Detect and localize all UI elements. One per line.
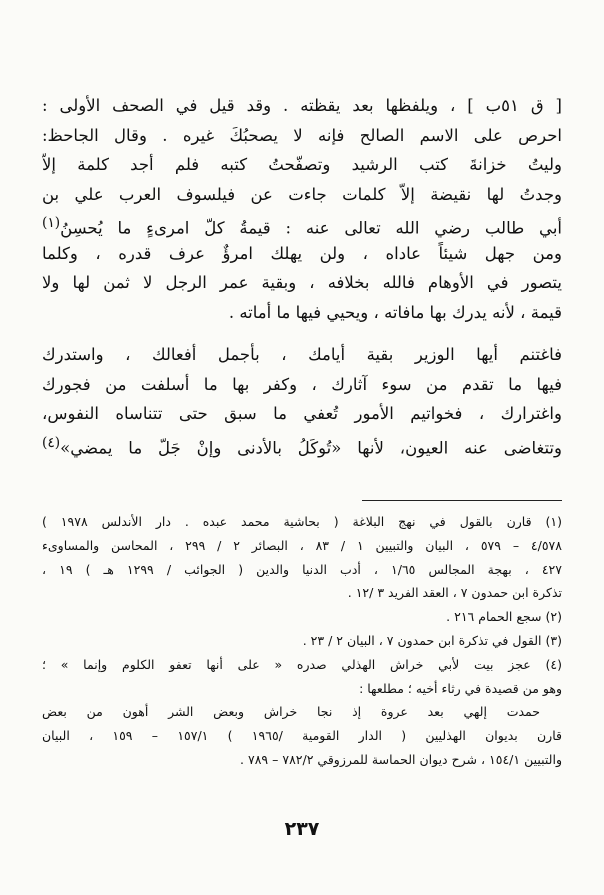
footnote-line: (٢) سجع الحمام ٢١٦ .	[446, 609, 562, 625]
footnote-line: تذكرة ابن حمدون ٧ ، العقد الفريد ٣ /١٢ .	[347, 585, 562, 601]
text-line: قيمة ، لأنه يدرك بها مافاته ، ويحيي فيها ما أماته .	[228, 302, 562, 322]
text-line: وجدتُ لها نقيضة إلاّ كلمات جاءت عن فيلسوف العرب علي بن	[42, 184, 562, 204]
footnote-line: (١) قارن بالقول في نهج البلاغة ( بحاشية محمد عبده . دار الأندلس ١٩٧٨ )	[42, 514, 562, 529]
text-span: وتتغاضى عنه العيون، لأنها «تُوكَلُ بالأدنى وإنْ جَلّ ما يمضي»	[60, 438, 562, 457]
text-line: يتصور في الأوهام فالله بخلافه ، وبقية عمر الرجل لا ثمن لها ولا	[42, 273, 562, 292]
text-line: ومن جهل شيئاً عاداه ، ولن يهلك امرؤٌ عرف قدره ، وكلما	[42, 243, 562, 263]
text-line: وليتُ خزانةَ كتب الرشيد وتصفّحتُ كتبه فلم أجد كلمة إلاّ	[42, 155, 562, 174]
book-page	[42, 0, 562, 895]
text-line: فيها ما تقدم من سوء آثارك ، وكفر بها ما أسلفت من فجورك	[42, 374, 562, 394]
footnote-marker-1: (١)	[42, 215, 61, 231]
footnote-line: والتبيين ١٥٤/١ ، شرح ديوان الحماسة للمرزوقي ٧٨٢/٢ – ٧٨٩ .	[240, 751, 562, 767]
text-line: فاغتنم أيها الوزير بقية أيامك ، بأجمل أفعالك ، واستدرك	[42, 345, 562, 364]
footnote-divider	[362, 500, 562, 501]
text-line: واغترارك ، فخواتيم الأمور تُعفي ما سبق حتى تتناساه النفوس،	[42, 404, 562, 423]
text-line	[42, 209, 562, 239]
text-line	[42, 429, 562, 459]
footnote-line: ٤٢٧ ، بهجة المجالس ١/٦٥ ، أدب الدنيا والدين ( الجوائب / ١٢٩٩ هـ ) ١٩ ،	[42, 561, 562, 577]
footnotes	[42, 510, 562, 772]
text-line: احرص على الاسم الصالح فإنه لا يصحبُكَ غيره . وقال الجاحظ:	[42, 125, 562, 145]
poem-verse: حمدت إلهي بعد عروة إذ نجا خراش وبعض الشر أهون من بعض	[42, 704, 540, 720]
main-text	[42, 91, 562, 458]
paragraph-2	[42, 340, 562, 458]
footnote-line: (٤) عجز بيت لأبي خراش الهذلي صدره « على أنها تعفو الكلوم وإنما » ؛	[42, 656, 562, 672]
paragraph-1	[42, 91, 562, 327]
text-line: [ ق ٥١ب ] ، ويلفظها بعد يقظته . وقد قيل في الصحف الأولى :	[42, 96, 562, 115]
footnote-marker-4: (٤)	[42, 434, 61, 451]
footnote-line: (٣) القول في تذكرة ابن حمدون ٧ ، البيان ٢ / ٢٣ .	[302, 632, 562, 648]
text-span: أبي طالب رضي الله تعالى عنه : قيمةُ كلّ امرىءٍ ما يُحسِنُ	[60, 218, 562, 238]
footnote-line: وهو من قصيدة في رثاء أخيه ؛ مطلعها :	[359, 680, 562, 696]
page-number: ٢٣٧	[284, 818, 320, 840]
footnote-line: قارن بديوان الهذليين ( الدار القومية /١٩٦٥ ) ١٥٧/١ – ١٥٩ ، البيان	[42, 728, 562, 744]
footnote-line: ٤/٥٧٨ – ٥٧٩ ، البيان والتبيين ١ / ٨٣ ، البصائر ٢ / ٢٩٩ ، المحاسن والمساوىء	[42, 537, 562, 553]
